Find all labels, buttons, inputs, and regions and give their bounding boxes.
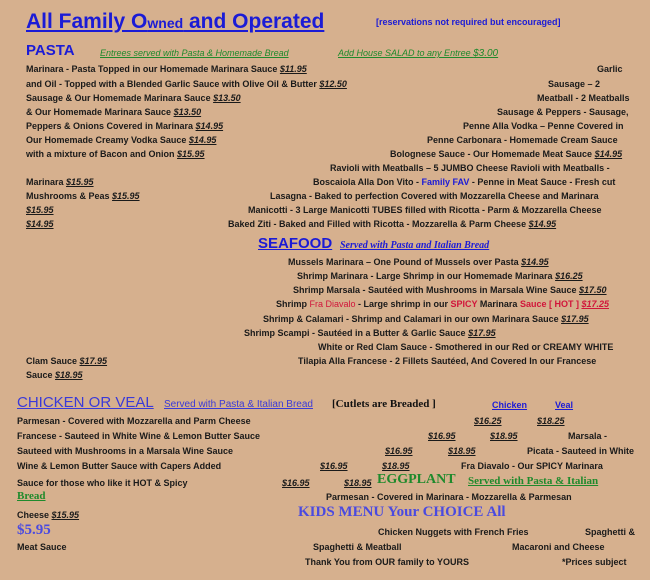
menu-line: Meat Sauce (17, 542, 67, 552)
menu-line: Baked Ziti - Baked and Filled with Ricotta - Mozzarella & Parm Cheese $14.95 (228, 219, 557, 229)
menu-line: Shrimp Marsala - Sautéed with Mushrooms in Marsala Wine Sauce $17.50 (293, 285, 607, 295)
kids-heading: KIDS MENU Your CHOICE All (298, 504, 506, 520)
menu-line: Sausage – 2 (548, 79, 601, 89)
thanks-note: Thank You from OUR family to YOURS (305, 557, 470, 567)
menu-line: Clam Sauce $17.95 (26, 356, 108, 366)
chicken-heading: CHICKEN OR VEAL (17, 394, 154, 411)
menu-line: Shrimp & Calamari - Shrimp and Calamari in our own Marinara Sauce $17.95 (263, 314, 589, 324)
menu-line: Parmesan - Covered with Mozzarella and Parm Cheese (17, 416, 251, 426)
veal-price: $18.95 (448, 446, 476, 456)
menu-line: Sausage & Our Homemade Marinara Sauce $13.50 (26, 93, 241, 103)
chicken-note: Served with Pasta & Italian Bread (164, 399, 313, 410)
veal-price: $18.95 (382, 461, 410, 471)
reservation-note: [reservations not required but encouraged] (376, 17, 561, 27)
menu-line: & Our Homemade Marinara Sauce $13.50 (26, 107, 202, 117)
menu-line: Marinara $15.95 (26, 177, 94, 187)
eggplant-note: Served with Pasta & Italian (468, 475, 599, 487)
menu-line: Sauce $18.95 (26, 370, 83, 380)
veal-price: $18.95 (490, 431, 518, 441)
cutlets-note: [Cutlets are Breaded ] (332, 398, 436, 410)
chicken-price: $16.95 (282, 478, 310, 488)
veal-price: $18.25 (537, 416, 565, 426)
pasta-heading: PASTA (26, 42, 75, 59)
eggplant-note-cont: Bread (17, 490, 46, 502)
veal-column: Veal (555, 400, 574, 410)
prices-note: *Prices subject (562, 557, 627, 567)
chicken-price: $16.95 (385, 446, 413, 456)
menu-line: Mushrooms & Peas $15.95 (26, 191, 140, 201)
menu-line: Manicotti - 3 Large Manicotti TUBES filled with Ricotta - Parm & Mozzarella Cheese (248, 205, 602, 215)
seafood-heading: SEAFOOD (258, 235, 333, 252)
menu-line: Sauteed with Mushrooms in a Marsala Wine Sauce (17, 446, 233, 456)
seafood-note: Served with Pasta and Italian Bread (340, 240, 490, 251)
menu-line: and Oil - Topped with a Blended Garlic Sauce with Olive Oil & Butter $12.50 (26, 79, 347, 89)
pasta-note: Entrees served with Pasta & Homemade Bread (100, 48, 289, 58)
menu-line: Spaghetti & Meatball (313, 542, 402, 552)
menu-line: Shrimp Scampi - Sautéed in a Butter & Garlic Sauce $17.95 (244, 328, 496, 338)
page-title: All Family Owned and Operated (26, 10, 325, 33)
menu-line: Garlic (597, 64, 623, 74)
eggplant-heading: EGGPLANT (377, 472, 456, 487)
menu-line: Chicken Nuggets with French Fries (378, 527, 529, 537)
menu-line: Francese - Sauteed in White Wine & Lemon Butter Sauce (17, 431, 260, 441)
menu-line: White or Red Clam Sauce - Smothered in our Red or CREAMY WHITE (318, 342, 614, 352)
menu-line: Boscaiola Alla Don Vito - Family FAV - Penne in Meat Sauce - Fresh cut (313, 177, 616, 187)
menu-line: Mussels Marinara – One Pound of Mussels over Pasta $14.95 (288, 257, 549, 267)
menu-line: Shrimp Fra Diavalo - Large shrimp in our SPICY Marinara Sauce [ HOT ] $17.25 (276, 299, 609, 309)
menu-line: Tilapia Alla Francese - 2 Fillets Sautéed, And Covered In our Francese (298, 356, 597, 366)
menu-line: Penne Alla Vodka – Penne Covered in (463, 121, 624, 131)
menu-line: Ravioli with Meatballs – 5 JUMBO Cheese Ravioli with Meatballs - (330, 163, 610, 173)
menu-line: Cheese $15.95 (17, 510, 80, 520)
menu-line: Marinara - Pasta Topped in our Homemade Marinara Sauce $11.95 (26, 64, 307, 74)
menu-line: Marsala - (568, 431, 608, 441)
menu-line: Macaroni and Cheese (512, 542, 605, 552)
chicken-price: $16.95 (320, 461, 348, 471)
chicken-price: $16.95 (428, 431, 456, 441)
salad-note: Add House SALAD to any Entree $3.00 (338, 48, 499, 59)
menu-line: Wine & Lemon Butter Sauce with Capers Added (17, 461, 222, 471)
menu-line: Bolognese Sauce - Our Homemade Meat Sauce $14.95 (390, 149, 623, 159)
menu-line: Our Homemade Creamy Vodka Sauce $14.95 (26, 135, 217, 145)
menu-line: with a mixture of Bacon and Onion $15.95 (26, 149, 205, 159)
menu-line: Sausage & Peppers - Sausage, (497, 107, 629, 117)
chicken-price: $16.25 (474, 416, 502, 426)
menu-line: Meatball - 2 Meatballs (537, 93, 630, 103)
kids-price: $5.95 (17, 522, 51, 538)
menu-line: $15.95 (26, 205, 54, 215)
menu-line: Lasagna - Baked to perfection Covered with Mozzarella Cheese and Marinara (270, 191, 599, 201)
menu-line: Parmesan - Covered in Marinara - Mozzarella & Parmesan (326, 492, 572, 502)
menu-line: $14.95 (26, 219, 54, 229)
menu-line: Peppers & Onions Covered in Marinara $14.95 (26, 121, 224, 131)
menu-line: Picata - Sauteed in White (527, 446, 635, 456)
menu-line: Sauce for those who like it HOT & Spicy (17, 478, 188, 488)
menu-line: Spaghetti & (585, 527, 636, 537)
menu-line: Fra Diavalo - Our SPICY Marinara (461, 461, 603, 471)
chicken-column: Chicken (492, 400, 528, 410)
menu-line: Penne Carbonara - Homemade Cream Sauce (427, 135, 618, 145)
menu-line: Shrimp Marinara - Large Shrimp in our Homemade Marinara $16.25 (297, 271, 583, 281)
veal-price: $18.95 (344, 478, 372, 488)
